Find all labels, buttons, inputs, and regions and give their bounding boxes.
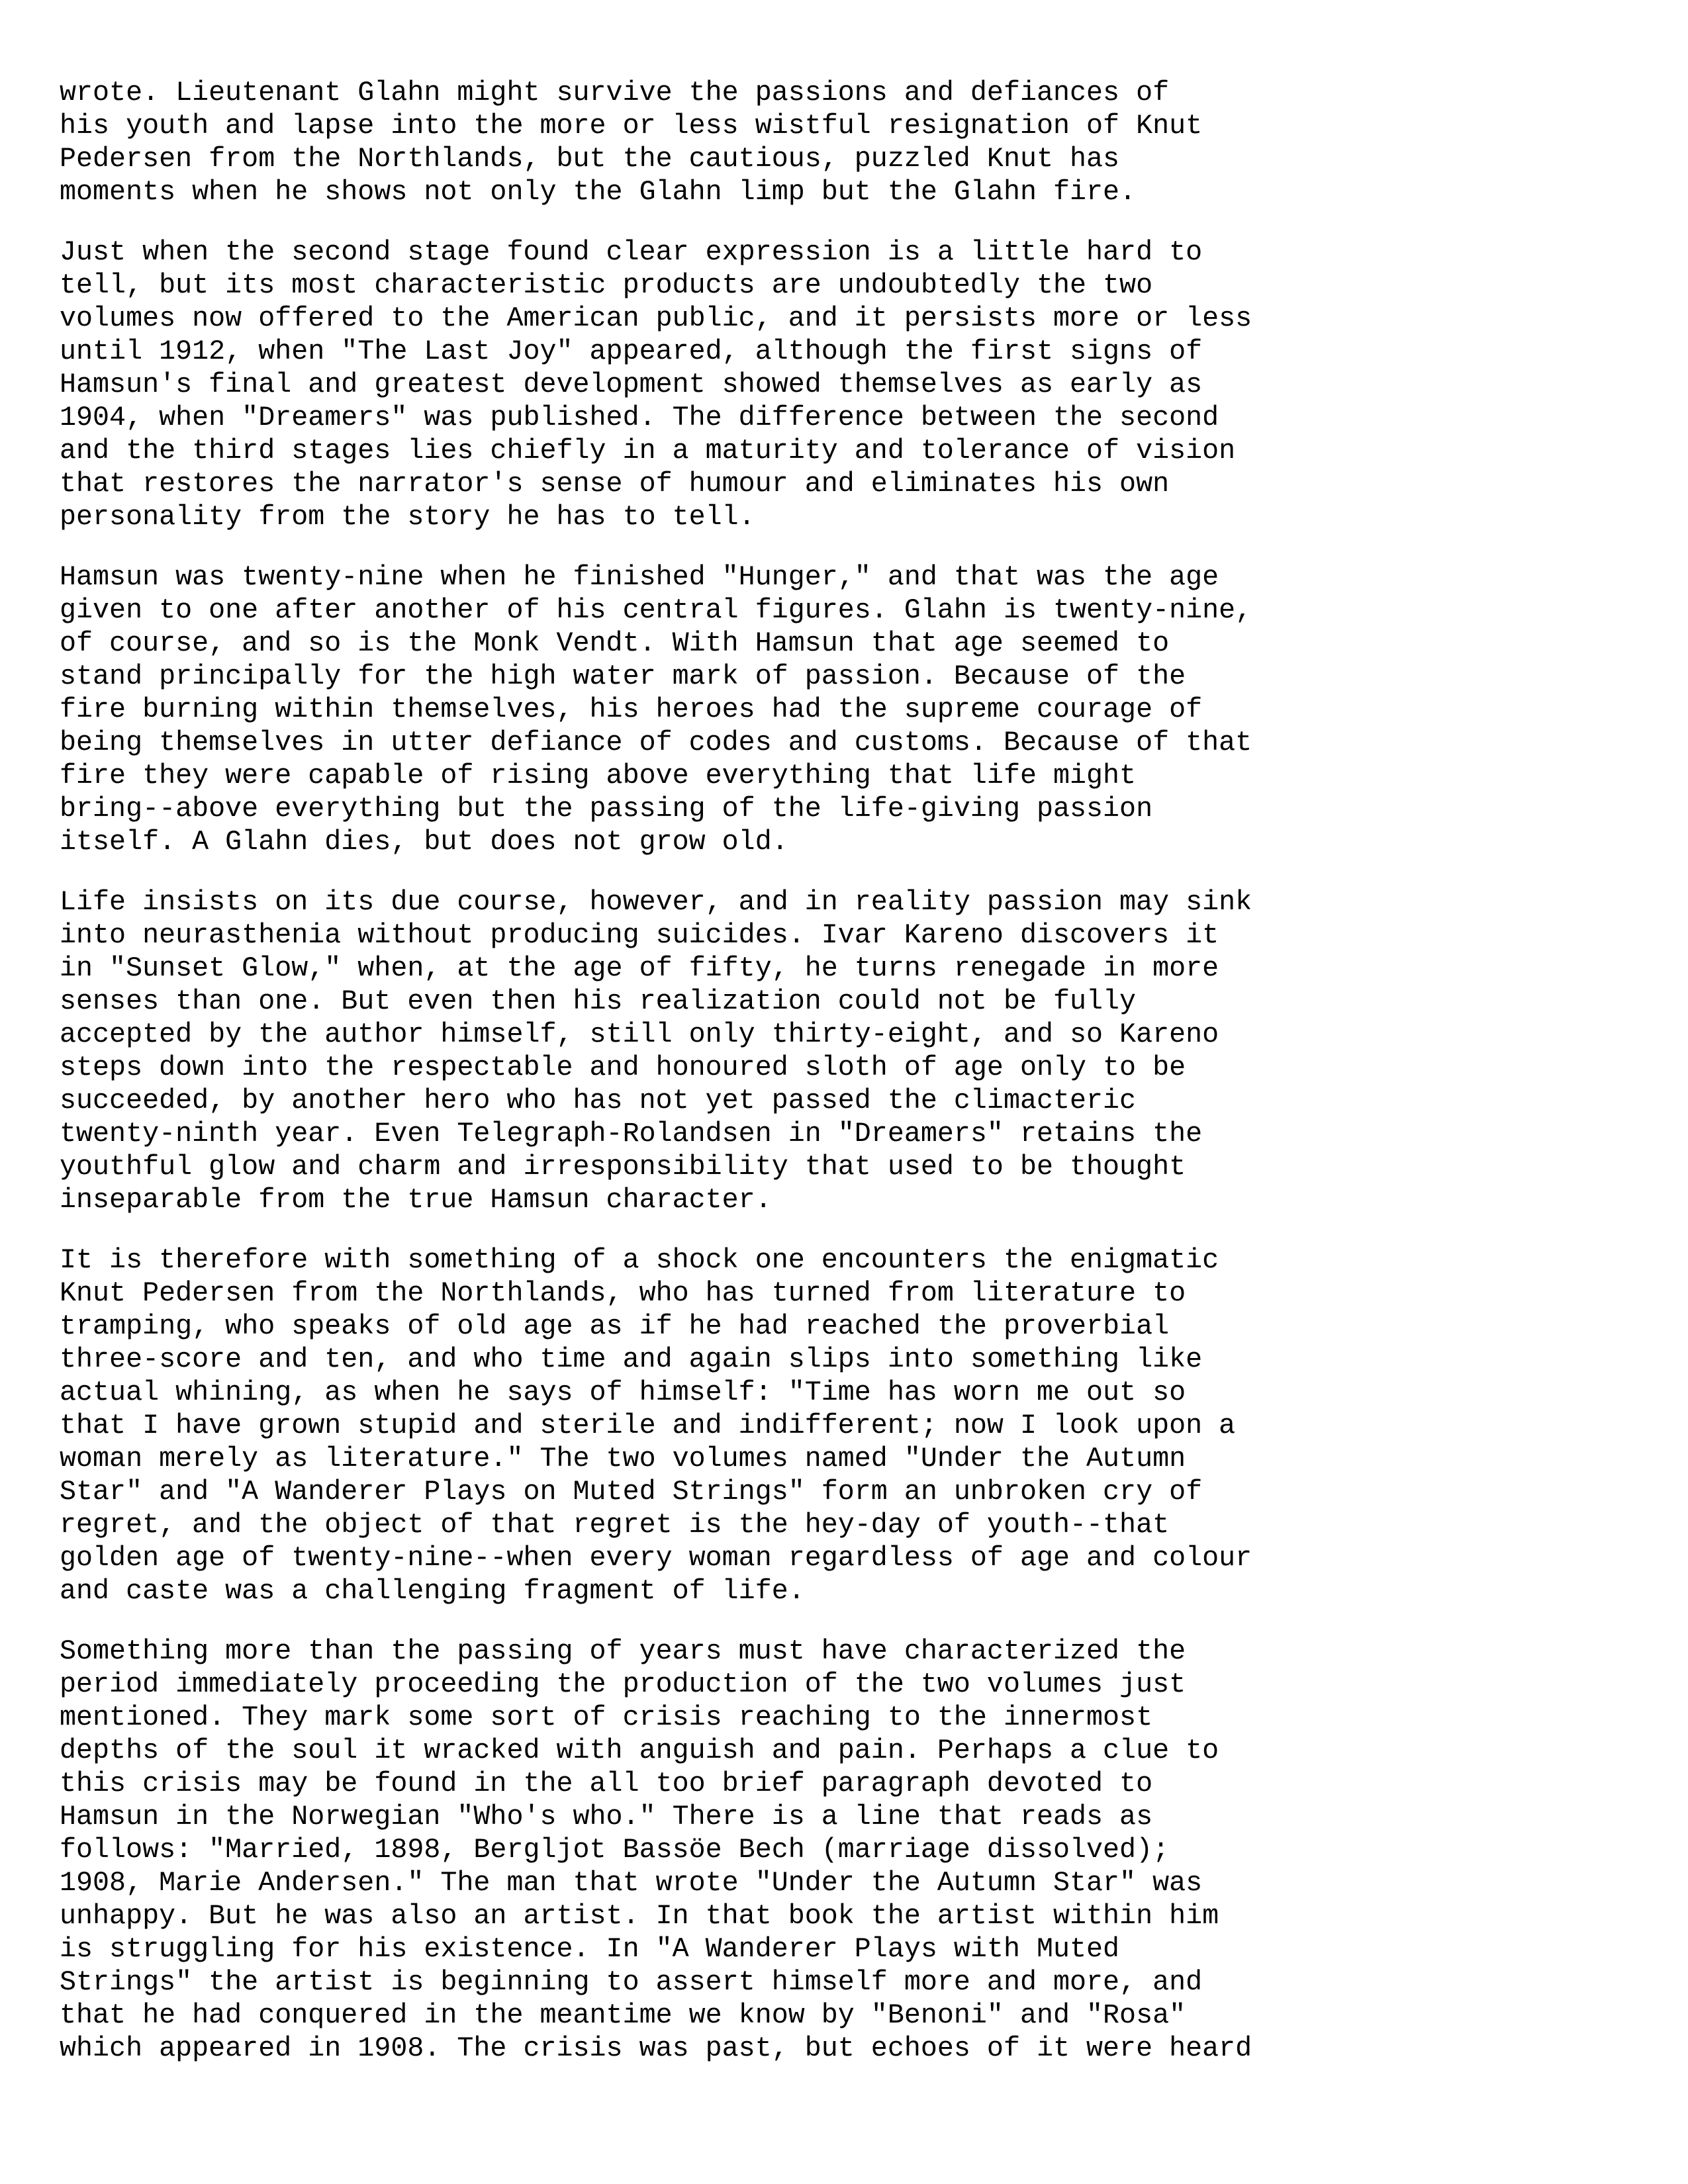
text-line: until 1912, when "The Last Joy" appeared, although the first signs of bbox=[60, 336, 1203, 367]
text-line: golden age of twenty-nine--when every woman regardless of age and colour bbox=[60, 1542, 1252, 1574]
text-line: his youth and lapse into the more or less wistful resignation of Knut bbox=[60, 110, 1203, 142]
text-line: stand principally for the high water mark of passion. Because of the bbox=[60, 660, 1186, 692]
text-line: Star" and "A Wanderer Plays on Muted Strings" form an unbroken cry of bbox=[60, 1476, 1203, 1508]
text-line: accepted by the author himself, still only thirty-eight, and so Kareno bbox=[60, 1019, 1219, 1050]
text-line: that I have grown stupid and sterile and indifferent; now I look upon a bbox=[60, 1410, 1236, 1441]
text-line: woman merely as literature." The two volumes named "Under the Autumn bbox=[60, 1443, 1186, 1475]
text-line: itself. A Glahn dies, but does not grow old. bbox=[60, 826, 788, 858]
text-line: Strings" the artist is beginning to assert himself more and more, and bbox=[60, 1966, 1203, 1998]
text-line: Something more than the passing of years must have characterized the bbox=[60, 1635, 1186, 1667]
text-line: wrote. Lieutenant Glahn might survive the passions and defiances of bbox=[60, 77, 1170, 109]
text-line: 1904, when "Dreamers" was published. The difference between the second bbox=[60, 402, 1219, 433]
text-line: this crisis may be found in the all too brief paragraph devoted to bbox=[60, 1768, 1153, 1799]
text-line: bring--above everything but the passing of the life-giving passion bbox=[60, 793, 1153, 825]
text-line: twenty-ninth year. Even Telegraph-Rolandsen in "Dreamers" retains the bbox=[60, 1118, 1203, 1150]
text-line: Life insists on its due course, however, and in reality passion may sink bbox=[60, 886, 1252, 918]
text-line: inseparable from the true Hamsun character. bbox=[60, 1184, 772, 1216]
text-line: fire they were capable of rising above everything that life might bbox=[60, 760, 1137, 792]
text-line: that he had conquered in the meantime we know by "Benoni" and "Rosa" bbox=[60, 1999, 1186, 2031]
text-line: Knut Pedersen from the Northlands, who has turned from literature to bbox=[60, 1277, 1186, 1309]
text-line: It is therefore with something of a shock one encounters the enigmatic bbox=[60, 1244, 1219, 1276]
text-line: depths of the soul it wracked with anguish and pain. Perhaps a clue to bbox=[60, 1735, 1219, 1766]
text-line: unhappy. But he was also an artist. In that book the artist within him bbox=[60, 1900, 1219, 1932]
text-line: actual whining, as when he says of himself: "Time has worn me out so bbox=[60, 1377, 1186, 1408]
text-line: follows: "Married, 1898, Bergljot Bassöe Bech (marriage dissolved); bbox=[60, 1834, 1170, 1866]
text-line: Just when the second stage found clear expression is a little hard to bbox=[60, 236, 1203, 268]
text-line: steps down into the respectable and honoured sloth of age only to be bbox=[60, 1052, 1186, 1083]
text-line: Hamsun's final and greatest development showed themselves as early as bbox=[60, 369, 1203, 400]
text-line: Hamsun in the Norwegian "Who's who." There is a line that reads as bbox=[60, 1801, 1153, 1833]
text-line: that restores the narrator's sense of humour and eliminates his own bbox=[60, 468, 1170, 500]
document-page bbox=[60, 76, 1662, 2092]
text-line: youthful glow and charm and irresponsibility that used to be thought bbox=[60, 1151, 1186, 1183]
paragraph-4 bbox=[60, 886, 1662, 1216]
text-line: and the third stages lies chiefly in a maturity and tolerance of vision bbox=[60, 435, 1236, 467]
paragraph-3 bbox=[60, 561, 1662, 858]
paragraph-5 bbox=[60, 1244, 1662, 1608]
text-line: fire burning within themselves, his heroes had the supreme courage of bbox=[60, 694, 1203, 725]
text-line: Hamsun was twenty-nine when he finished "Hunger," and that was the age bbox=[60, 561, 1219, 593]
text-line: tramping, who speaks of old age as if he had reached the proverbial bbox=[60, 1310, 1170, 1342]
text-line: moments when he shows not only the Glahn limp but the Glahn fire. bbox=[60, 176, 1137, 208]
paragraph-2 bbox=[60, 236, 1662, 533]
text-line: being themselves in utter defiance of codes and customs. Because of that bbox=[60, 727, 1252, 758]
text-line: 1908, Marie Andersen." The man that wrote "Under the Autumn Star" was bbox=[60, 1867, 1203, 1899]
text-line: succeeded, by another hero who has not yet passed the climacteric bbox=[60, 1085, 1137, 1116]
text-line: which appeared in 1908. The crisis was past, but echoes of it were heard bbox=[60, 2032, 1252, 2064]
text-line: personality from the story he has to tell. bbox=[60, 501, 755, 533]
text-line: in "Sunset Glow," when, at the age of fifty, he turns renegade in more bbox=[60, 952, 1219, 984]
text-line: volumes now offered to the American public, and it persists more or less bbox=[60, 302, 1252, 334]
paragraph-6 bbox=[60, 1635, 1662, 2065]
text-line: tell, but its most characteristic products are undoubtedly the two bbox=[60, 269, 1153, 301]
text-line: three-score and ten, and who time and again slips into something like bbox=[60, 1343, 1203, 1375]
text-line: of course, and so is the Monk Vendt. With Hamsun that age seemed to bbox=[60, 627, 1170, 659]
text-line: senses than one. But even then his realization could not be fully bbox=[60, 985, 1137, 1017]
text-line: and caste was a challenging fragment of life. bbox=[60, 1575, 805, 1607]
text-line: mentioned. They mark some sort of crisis reaching to the innermost bbox=[60, 1702, 1153, 1733]
text-line: into neurasthenia without producing suicides. Ivar Kareno discovers it bbox=[60, 919, 1219, 951]
text-line: is struggling for his existence. In "A Wanderer Plays with Muted bbox=[60, 1933, 1120, 1965]
text-line: period immediately proceeding the production of the two volumes just bbox=[60, 1668, 1186, 1700]
text-line: Pedersen from the Northlands, but the cautious, puzzled Knut has bbox=[60, 143, 1120, 175]
text-line: regret, and the object of that regret is the hey-day of youth--that bbox=[60, 1509, 1170, 1541]
text-line: given to one after another of his central figures. Glahn is twenty-nine, bbox=[60, 594, 1252, 626]
paragraph-1 bbox=[60, 76, 1662, 208]
